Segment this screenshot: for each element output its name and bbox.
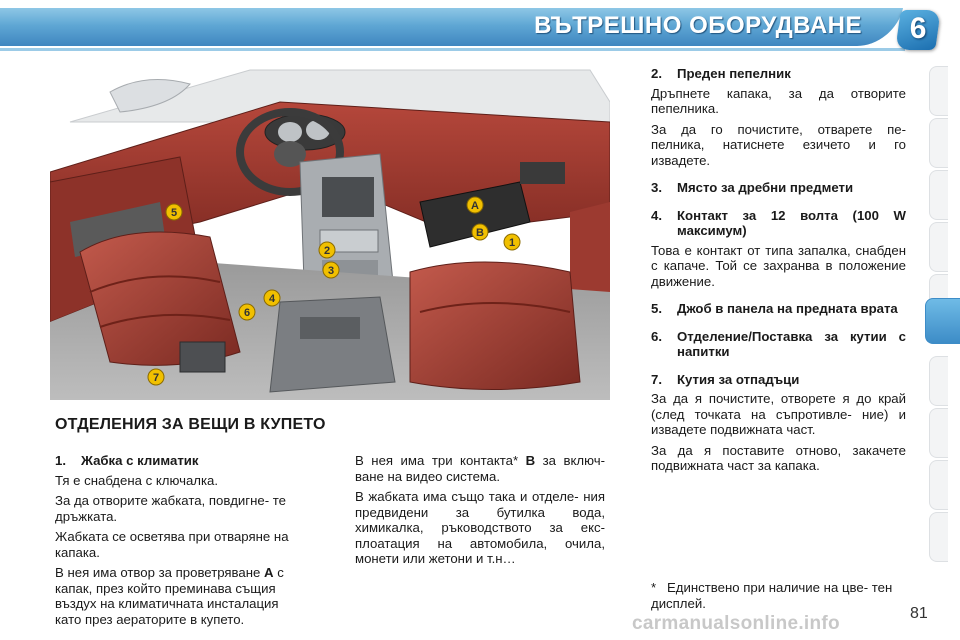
chapter-tab-8[interactable] bbox=[929, 408, 948, 458]
text-run: В нея има три контакта* bbox=[355, 453, 526, 468]
paragraph: Дръпнете капака, за да отворите пепелника. bbox=[651, 85, 906, 116]
item-number: 2. bbox=[651, 66, 662, 81]
page-title: ВЪТРЕШНО ОБОРУДВАНЕ bbox=[534, 12, 862, 39]
item-7 bbox=[651, 372, 906, 474]
footnote-text: Единствено при наличие на цве- тен дисплей. bbox=[651, 580, 893, 611]
callout-5 bbox=[166, 204, 182, 220]
chapter-tab-2[interactable] bbox=[929, 118, 948, 168]
callout-6 bbox=[239, 304, 255, 320]
item-title: Преден пепелник bbox=[677, 66, 791, 81]
item-4 bbox=[651, 208, 906, 290]
svg-text:6: 6 bbox=[243, 307, 251, 319]
callout-7 bbox=[148, 369, 164, 385]
section-title: ОТДЕЛЕНИЯ ЗА ВЕЩИ В КУПЕТО bbox=[55, 416, 326, 433]
watermark: carmanualsonline.info bbox=[632, 613, 840, 634]
item-1-heading bbox=[55, 453, 307, 469]
item-5 bbox=[651, 301, 906, 317]
chapter-tab-6-active[interactable] bbox=[925, 298, 960, 344]
item-number: 1. bbox=[55, 453, 66, 468]
svg-text:5: 5 bbox=[170, 207, 178, 219]
chapter-number: 6 bbox=[909, 12, 927, 45]
chapter-tab-7[interactable] bbox=[929, 356, 948, 406]
chapter-tab-3[interactable] bbox=[929, 170, 948, 220]
column-glovebox-continued bbox=[355, 453, 605, 572]
item-3 bbox=[651, 180, 906, 196]
item-3-heading bbox=[651, 180, 906, 196]
column-items-2-7 bbox=[651, 66, 906, 486]
paragraph: За да го почистите, отварете пе- пелника, натиснете езичето и го извадете. bbox=[651, 121, 906, 168]
item-title: Джоб в панела на предната врата bbox=[677, 301, 898, 316]
callout-4 bbox=[264, 290, 280, 306]
paragraph: За да я поставите отново, закачете подвижната част за капака. bbox=[651, 442, 906, 473]
text-run: с капак, през който преминава същия въздух на климатичната инсталация като през аераторите в купето. bbox=[55, 565, 284, 627]
socket-reference: B bbox=[525, 453, 536, 468]
svg-text:B: B bbox=[476, 227, 484, 239]
callout-3 bbox=[323, 262, 339, 278]
paragraph: Жабката се осветява при отваряне на капака. bbox=[55, 529, 289, 560]
item-title: Контакт за 12 волта (100 W максимум) bbox=[677, 207, 906, 238]
text-run: В нея има отвор за проветряване bbox=[55, 565, 265, 580]
paragraph: За да я почистите, отворете я до край (след точката на съпротивле- ние) и извадете подвижната част. bbox=[651, 391, 906, 437]
paragraph bbox=[55, 565, 307, 627]
svg-text:7: 7 bbox=[152, 372, 160, 384]
paragraph: Това е контакт от типа запалка, снабден с капаче. Той се захранва в положение движение. bbox=[651, 242, 906, 289]
svg-text:4: 4 bbox=[268, 293, 276, 305]
paragraph: Тя е снабдена с ключалка. bbox=[55, 472, 219, 488]
item-number: 3. bbox=[651, 180, 662, 195]
header-divider bbox=[0, 48, 905, 51]
chapter-tab-4[interactable] bbox=[929, 222, 948, 272]
text-run: за включ- ване на видео система. bbox=[355, 453, 605, 484]
callout-B bbox=[472, 224, 488, 240]
item-number: 5. bbox=[651, 301, 662, 316]
chapter-tab-10[interactable] bbox=[929, 512, 948, 562]
item-2 bbox=[651, 66, 906, 168]
page-number: 81 bbox=[910, 605, 928, 622]
item-2-heading bbox=[651, 66, 906, 82]
svg-text:3: 3 bbox=[327, 265, 335, 277]
column-glovebox bbox=[55, 453, 307, 632]
chapter-badge bbox=[895, 10, 941, 50]
item-6-heading bbox=[651, 329, 906, 360]
chapter-tab-strip bbox=[925, 66, 960, 576]
item-number: 6. bbox=[651, 328, 662, 344]
car-interior-illustration bbox=[50, 62, 610, 400]
paragraph: За да отворите жабката, повдигне- те дръжката. bbox=[55, 493, 286, 524]
chapter-tab-9[interactable] bbox=[929, 460, 948, 510]
vent-reference: A bbox=[264, 565, 274, 580]
item-title: Място за дребни предмети bbox=[677, 180, 854, 195]
footnote bbox=[651, 580, 906, 611]
item-4-heading bbox=[651, 208, 906, 239]
item-title: Жабка с климатик bbox=[81, 453, 199, 468]
chapter-tab-1[interactable] bbox=[929, 66, 948, 116]
callout-1 bbox=[504, 234, 520, 250]
footnote-marker: * bbox=[651, 580, 657, 595]
item-5-heading bbox=[651, 301, 906, 317]
svg-text:1: 1 bbox=[508, 237, 516, 249]
paragraph bbox=[355, 453, 605, 484]
callout-2 bbox=[319, 242, 335, 258]
callout-A bbox=[467, 197, 483, 213]
header-band bbox=[0, 0, 960, 52]
paragraph: В жабката има също така и отделе- ния предвидени за бутилка вода, химикалка, ръководството за екс- плоатация на автомобила, очила, монети или жетони и т.н… bbox=[355, 489, 605, 566]
item-7-heading bbox=[651, 372, 906, 388]
svg-text:A: A bbox=[471, 200, 479, 212]
item-title: Кутия за отпадъци bbox=[677, 371, 800, 387]
item-number: 7. bbox=[651, 371, 662, 387]
item-6 bbox=[651, 329, 906, 360]
item-number: 4. bbox=[651, 207, 662, 223]
item-title: Отделение/Поставка за кутии с напитки bbox=[677, 328, 906, 359]
svg-text:2: 2 bbox=[323, 245, 331, 257]
